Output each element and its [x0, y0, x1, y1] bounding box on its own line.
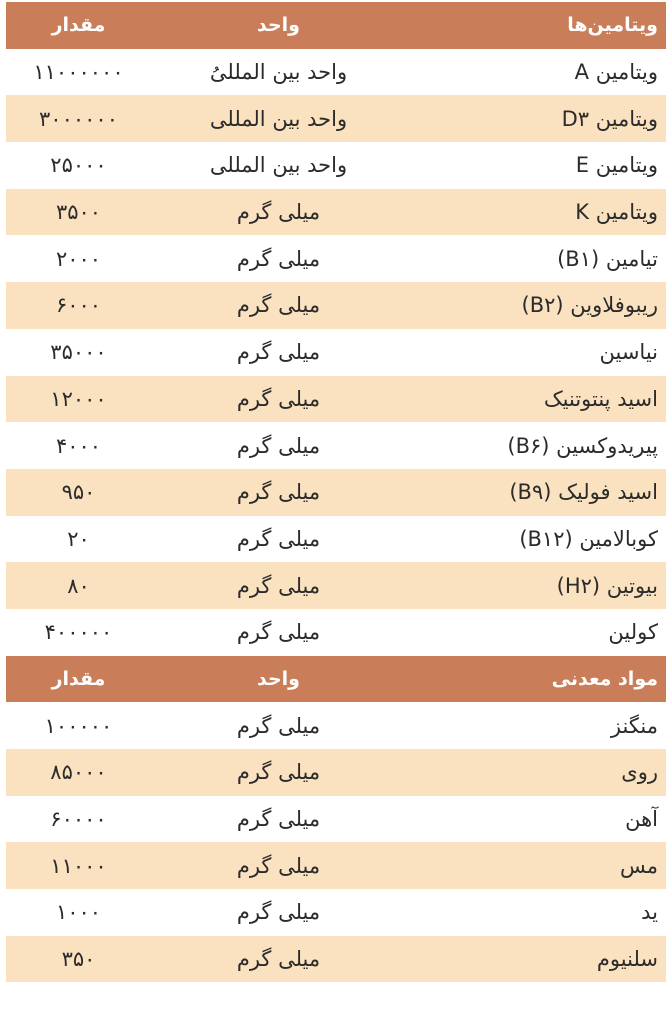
- vitamin-amount: ۳۰۰۰۰۰۰: [39, 106, 118, 131]
- mineral-name: سلنیوم: [596, 947, 658, 972]
- mineral-name: ید: [641, 900, 658, 925]
- mineral-amount: ۱۰۰۰: [55, 900, 102, 925]
- table-row: [6, 49, 666, 96]
- mineral-name: آهن: [625, 807, 658, 832]
- vitamin-unit: میلی گرم: [236, 526, 321, 551]
- mineral-amount: ۸۵۰۰۰: [50, 760, 107, 785]
- vitamin-amount: ۹۵۰: [61, 480, 96, 505]
- mineral-amount: ۶۰۰۰۰: [50, 807, 107, 832]
- table-row: [6, 796, 666, 843]
- vitamin-amount: ۲۵۰۰۰: [50, 153, 107, 178]
- table-row: [6, 702, 666, 749]
- mineral-amount: ۳۵۰: [61, 947, 96, 972]
- vitamin-name: اسید فولیک (B۹): [509, 480, 658, 505]
- minerals-header-row: [6, 656, 666, 703]
- vitamin-name: ویتامین E: [575, 153, 658, 178]
- vitamin-amount: ۸۰: [67, 573, 90, 598]
- vitamin-name: کوبالامین (B۱۲): [519, 526, 658, 551]
- vitamin-amount: ۴۰۰۰۰۰: [44, 620, 113, 645]
- mineral-unit: میلی گرم: [236, 760, 321, 785]
- table-row: [6, 889, 666, 936]
- vitamin-unit: میلی گرم: [236, 293, 321, 318]
- vitamin-name: نیاسین: [599, 340, 658, 365]
- vitamin-amount: ۶۰۰۰: [55, 293, 102, 318]
- vitamin-unit: واحد بین المللیُ: [209, 60, 348, 85]
- mineral-amount: ۱۱۰۰۰: [50, 853, 107, 878]
- vitamins-header-amount: مقدار: [51, 14, 106, 37]
- vitamin-amount: ۲۰: [67, 526, 90, 551]
- vitamin-unit: میلی گرم: [236, 620, 321, 645]
- vitamins-header-name: ویتامین‌ها: [567, 14, 658, 37]
- table-row: [6, 235, 666, 282]
- vitamin-name: ویتامین K: [575, 200, 658, 225]
- vitamin-name: اسید پنتوتنیک: [543, 386, 658, 411]
- table-row: [6, 189, 666, 236]
- vitamin-unit: میلی گرم: [236, 200, 321, 225]
- mineral-unit: میلی گرم: [236, 853, 321, 878]
- vitamin-amount: ۱۱۰۰۰۰۰۰: [33, 60, 124, 85]
- vitamin-unit: میلی گرم: [236, 340, 321, 365]
- mineral-amount: ۱۰۰۰۰۰: [44, 713, 113, 738]
- table-row: [6, 95, 666, 142]
- vitamin-name: پیریدوکسین (B۶): [507, 433, 658, 458]
- vitamin-unit: میلی گرم: [236, 246, 321, 271]
- table-row: [6, 562, 666, 609]
- vitamin-amount: ۱۲۰۰۰: [50, 386, 107, 411]
- vitamin-unit: میلی گرم: [236, 573, 321, 598]
- table-row: [6, 516, 666, 563]
- vitamin-name: تیامین (B۱): [557, 246, 658, 271]
- vitamin-amount: ۳۵۰۰۰: [50, 340, 107, 365]
- vitamin-unit: میلی گرم: [236, 433, 321, 458]
- vitamin-amount: ۴۰۰۰: [55, 433, 102, 458]
- mineral-unit: میلی گرم: [236, 900, 321, 925]
- mineral-name: روی: [621, 760, 658, 785]
- table-row: [6, 422, 666, 469]
- vitamin-name: ریبوفلاوین (B۲): [521, 293, 658, 318]
- vitamin-unit: واحد بین المللی: [209, 106, 348, 131]
- table-row: [6, 142, 666, 189]
- vitamin-name: ویتامین D۳: [561, 106, 658, 131]
- minerals-header-unit: واحد: [257, 667, 300, 690]
- mineral-unit: میلی گرم: [236, 807, 321, 832]
- mineral-unit: میلی گرم: [236, 947, 321, 972]
- table-row: [6, 329, 666, 376]
- vitamin-unit: میلی گرم: [236, 480, 321, 505]
- table-row: [6, 749, 666, 796]
- vitamin-name: بیوتین (H۲): [556, 573, 658, 598]
- mineral-name: مس: [619, 853, 658, 878]
- table-row: [6, 842, 666, 889]
- vitamins-header-unit: واحد: [257, 14, 300, 37]
- nutrition-table: [6, 2, 666, 982]
- vitamin-unit: واحد بین المللی: [209, 153, 348, 178]
- table-row: [6, 282, 666, 329]
- vitamin-name: کولین: [608, 620, 658, 645]
- table-row: [6, 376, 666, 423]
- mineral-name: منگنز: [610, 713, 658, 738]
- table-row: [6, 469, 666, 516]
- vitamin-name: ویتامین A: [574, 60, 658, 85]
- vitamin-unit: میلی گرم: [236, 386, 321, 411]
- mineral-unit: میلی گرم: [236, 713, 321, 738]
- minerals-header-amount: مقدار: [51, 667, 106, 690]
- vitamin-amount: ۳۵۰۰: [55, 200, 102, 225]
- table-row: [6, 609, 666, 656]
- vitamin-amount: ۲۰۰۰: [55, 246, 102, 271]
- table-row: [6, 936, 666, 983]
- vitamins-header-row: [6, 2, 666, 49]
- minerals-header-name: مواد معدنی: [551, 667, 658, 690]
